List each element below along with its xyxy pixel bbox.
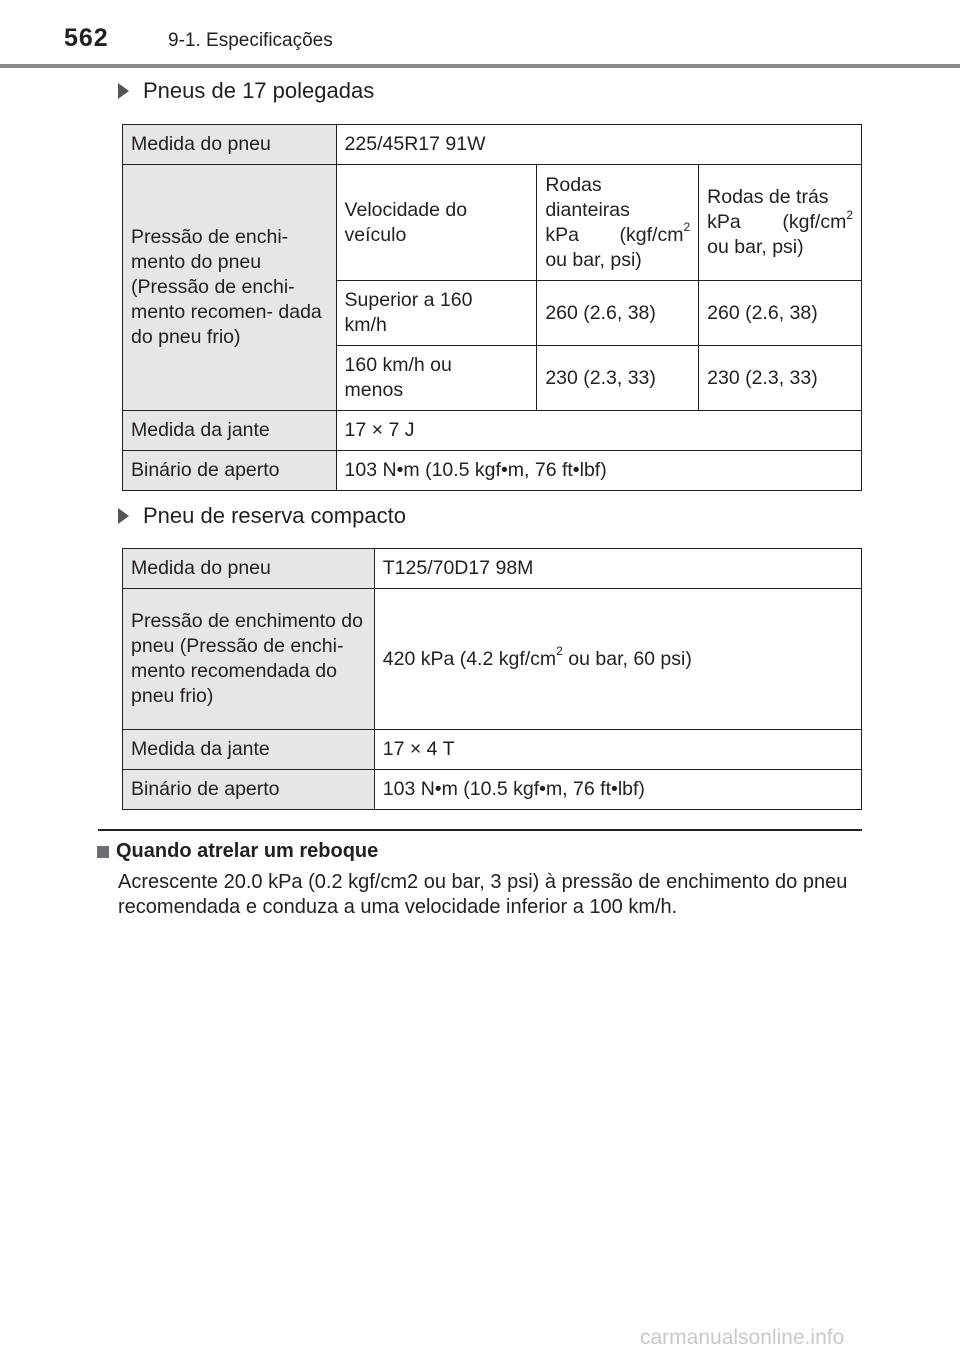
- spare-pressure-value: 420 kPa (4.2 kgf/$cm^2$ ou bar, 60 psi): [374, 589, 861, 730]
- section2-heading: [118, 503, 406, 529]
- col-front-title: Rodas dianteiras: [545, 173, 630, 221]
- torque-label: Binário de aperto: [123, 451, 337, 491]
- speed-cell: 160 km/h ou menos: [336, 346, 537, 411]
- page-number: 562: [64, 24, 109, 52]
- col-rear-header: [699, 165, 862, 281]
- tire-spec-table-spare: [122, 548, 862, 810]
- pressure-label: Pressão de enchi- mento do pneu (Pressão de enchi- mento recomen- dada do pneu frio): [123, 165, 337, 411]
- col-front-unit: kPa: [545, 223, 579, 246]
- front-pressure-cell: 260 (2.6, 38): [537, 281, 699, 346]
- col-speed-header: Velocidade do veículo: [336, 165, 537, 281]
- col-rear-unit-tail: ou bar, psi): [707, 236, 804, 258]
- col-front-header: [537, 165, 699, 281]
- superscript: 2: [556, 644, 563, 658]
- page-header: [0, 0, 960, 70]
- rear-pressure-cell: 230 (2.3, 33): [699, 346, 862, 411]
- rim-label: Medida da jante: [123, 411, 337, 451]
- spare-torque-label: Binário de aperto: [123, 770, 375, 810]
- square-bullet-icon: [97, 846, 109, 858]
- divider: [98, 829, 862, 831]
- section1-heading-text: Pneus de 17 polegadas: [143, 78, 375, 103]
- triangle-bullet-icon: [118, 83, 129, 99]
- speed-cell: Superior a 160 km/h: [336, 281, 537, 346]
- tire-spec-table-17in: [122, 124, 862, 491]
- note-body: Acrescente 20.0 kPa (0.2 kgf/cm2 ou bar, 3 psi) à pressão de enchimento do pneu recomendada e conduza a uma velocidade inferior a 100 km/h.: [118, 871, 848, 918]
- torque-value: 103 N•m (10.5 kgf•m, 76 ft•lbf): [336, 451, 861, 491]
- table-row: [123, 770, 862, 810]
- spare-tire-size-label: Medida do pneu: [123, 549, 375, 589]
- col-front-unit-tail: ou bar, psi): [545, 248, 642, 271]
- col-rear-unit-line: [707, 207, 853, 235]
- superscript: 2: [846, 207, 853, 222]
- col-rear-title: Rodas de trás: [707, 186, 829, 208]
- header-rule: [0, 64, 960, 68]
- table-row: [123, 165, 862, 281]
- triangle-bullet-icon: [118, 508, 129, 524]
- tire-size-value: 225/45R17 91W: [336, 125, 861, 165]
- superscript: 2: [683, 220, 691, 234]
- front-pressure-cell: 230 (2.3, 33): [537, 346, 699, 411]
- table-row: [123, 411, 862, 451]
- note-heading-text: Quando atrelar um reboque: [116, 840, 379, 862]
- spare-tire-size-value: T125/70D17 98M: [374, 549, 861, 589]
- note-heading: [97, 840, 378, 863]
- table-row: [123, 730, 862, 770]
- table-row: [123, 589, 862, 730]
- spare-pressure-label: Pressão de enchimento do pneu (Pressão de enchi- mento recomendada do pneu frio): [123, 589, 375, 730]
- table-row: [123, 451, 862, 491]
- section1-heading: [118, 78, 374, 104]
- watermark: carmanualsonline.info: [640, 1326, 845, 1349]
- col-front-unit2: (kgf/cm: [619, 223, 684, 246]
- table-row: [123, 125, 862, 165]
- spare-torque-value: 103 N•m (10.5 kgf•m, 76 ft•lbf): [374, 770, 861, 810]
- table-row: [123, 549, 862, 589]
- spare-rim-value: 17 × 4 T: [374, 730, 861, 770]
- section-title: 9-1. Especificações: [168, 30, 333, 51]
- rim-value: 17 × 7 J: [336, 411, 861, 451]
- tire-size-label: Medida do pneu: [123, 125, 337, 165]
- section2-heading-text: Pneu de reserva compacto: [143, 503, 406, 528]
- col-front-unit-line: [545, 220, 691, 248]
- col-rear-unit: kPa: [707, 211, 741, 233]
- rear-pressure-cell: 260 (2.6, 38): [699, 281, 862, 346]
- col-rear-unit2: (kgf/cm: [782, 211, 847, 233]
- spare-rim-label: Medida da jante: [123, 730, 375, 770]
